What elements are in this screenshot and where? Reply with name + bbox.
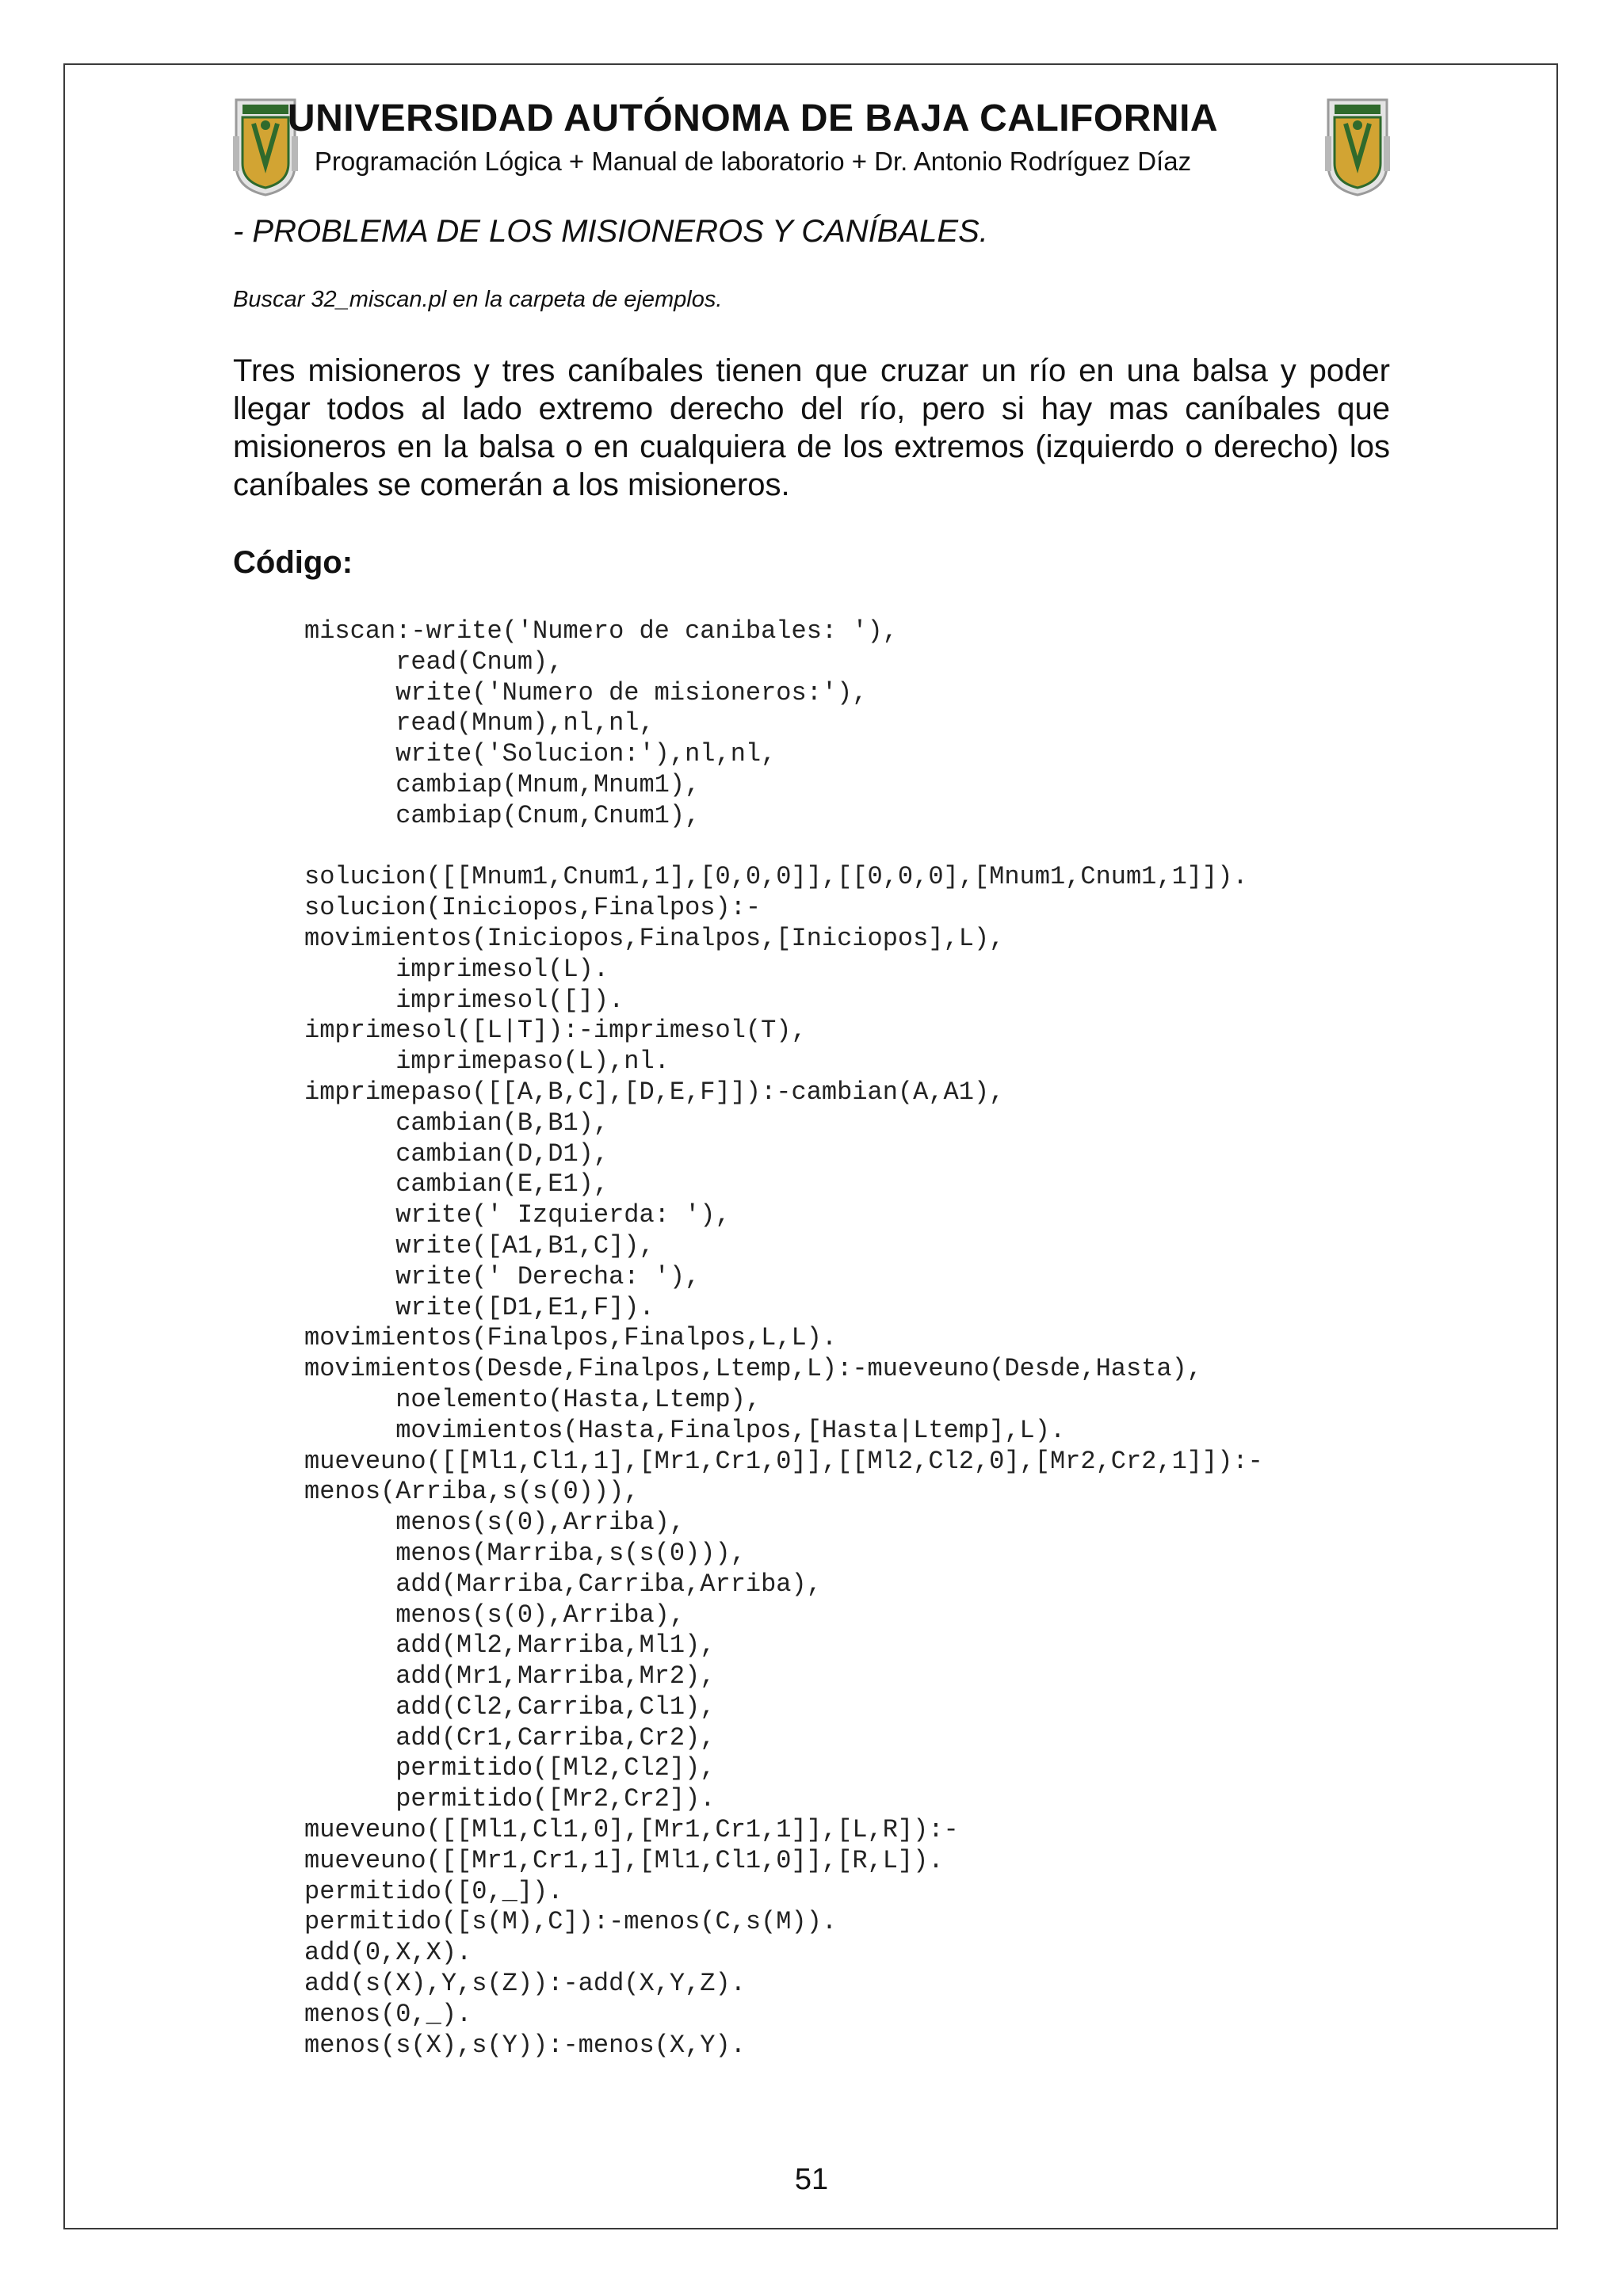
code-line: movimientos(Finalpos,Finalpos,L,L). xyxy=(304,1323,838,1353)
code-line: write(' Izquierda: '), xyxy=(304,1200,731,1230)
code-line: movimientos(Desde,Finalpos,Ltemp,L):-mueveuno(Desde,Hasta), xyxy=(304,1354,1202,1384)
example-file-note: Buscar 32_miscan.pl en la carpeta de ejemplos. xyxy=(233,287,723,312)
code-line: imprimepaso([[A,B,C],[D,E,F]]):-cambian(A,A1), xyxy=(304,1077,1005,1107)
code-line: add(Cl2,Carriba,Cl1), xyxy=(304,1691,716,1722)
code-line: menos(s(0),Arriba), xyxy=(304,1600,685,1630)
code-line: read(Mnum),nl,nl, xyxy=(304,708,655,738)
code-line: write([A1,B1,C]), xyxy=(304,1230,655,1261)
code-line: menos(s(0),Arriba), xyxy=(304,1508,685,1538)
code-line: permitido([Mr2,Cr2]). xyxy=(304,1784,716,1814)
code-line: cambian(D,D1), xyxy=(304,1138,609,1169)
code-line: add(Mr1,Marriba,Mr2), xyxy=(304,1661,716,1691)
code-line: imprimepaso(L),nl. xyxy=(304,1047,670,1077)
university-title: UNIVERSIDAD AUTÓNOMA DE BAJA CALIFORNIA xyxy=(287,97,1219,139)
section-title: - PROBLEMA DE LOS MISIONEROS Y CANÍBALES. xyxy=(233,214,988,249)
code-line: noelemento(Hasta,Ltemp), xyxy=(304,1384,762,1414)
code-line: miscan:-write('Numero de canibales: '), xyxy=(304,616,898,646)
code-line: write(' Derecha: '), xyxy=(304,1261,701,1291)
page-number: 51 xyxy=(794,2163,829,2196)
code-line: write('Numero de misioneros:'), xyxy=(304,677,868,707)
code-line: imprimesol([L|T]):-imprimesol(T), xyxy=(304,1016,807,1046)
code-line: cambian(B,B1), xyxy=(304,1108,609,1138)
code-line: add(0,X,X). xyxy=(304,1938,472,1968)
code-line: menos(0,_). xyxy=(304,1999,472,2029)
problem-description: Tres misioneros y tres caníbales tienen que cruzar un río en una balsa y poder llegar todos al lado extremo derecho del río, pero si hay mas caníbales que misioneros en la balsa o en cualquiera de los extremos (izquierdo o derecho) los caníbales se comerán a los misioneros. xyxy=(233,353,1390,502)
code-line: add(Cr1,Carriba,Cr2), xyxy=(304,1722,716,1753)
code-line: permitido([0,_]). xyxy=(304,1876,563,1906)
code-line: movimientos(Iniciopos,Finalpos,[Iniciopos],L), xyxy=(304,923,1005,953)
document-header xyxy=(230,93,1276,204)
code-line: add(Ml2,Marriba,Ml1), xyxy=(304,1630,716,1661)
code-line: menos(s(X),s(Y)):-menos(X,Y). xyxy=(304,2030,746,2060)
code-line: add(s(X),Y,s(Z)):-add(X,Y,Z). xyxy=(304,1969,746,1999)
code-line: solucion([[Mnum1,Cnum1,1],[0,0,0]],[[0,0,0],[Mnum1,Cnum1,1]]). xyxy=(304,862,1248,892)
code-heading: Código: xyxy=(233,545,353,580)
code-line: imprimesol(L). xyxy=(304,954,609,984)
code-line: permitido([s(M),C]):-menos(C,s(M)). xyxy=(304,1907,838,1937)
code-line: imprimesol([]). xyxy=(304,985,624,1015)
code-line: menos(Marriba,s(s(0))), xyxy=(304,1538,746,1568)
code-line: read(Cnum), xyxy=(304,646,563,677)
code-line: mueveuno([[Mr1,Cr1,1],[Ml1,Cl1,0]],[R,L]). xyxy=(304,1845,944,1875)
code-listing xyxy=(304,616,1493,2061)
code-line: mueveuno([[Ml1,Cl1,1],[Mr1,Cr1,0]],[[Ml2,Cl2,0],[Mr2,Cr2,1]]):- xyxy=(304,1446,1263,1476)
code-line: menos(Arriba,s(s(0))), xyxy=(304,1477,640,1507)
code-line xyxy=(304,832,1493,863)
code-line: cambiap(Cnum,Cnum1), xyxy=(304,800,701,830)
code-line: solucion(Iniciopos,Finalpos):- xyxy=(304,893,762,923)
university-crest-icon xyxy=(1322,92,1393,198)
code-line: cambiap(Mnum,Mnum1), xyxy=(304,769,701,799)
code-line: movimientos(Hasta,Finalpos,[Hasta|Ltemp],L). xyxy=(304,1415,1066,1445)
code-line: cambian(E,E1), xyxy=(304,1169,609,1199)
course-subtitle: Programación Lógica + Manual de laboratorio + Dr. Antonio Rodríguez Díaz xyxy=(314,147,1192,176)
code-line: permitido([Ml2,Cl2]), xyxy=(304,1753,716,1783)
code-line: write([D1,E1,F]). xyxy=(304,1292,655,1322)
code-line: write('Solucion:'),nl,nl, xyxy=(304,739,777,769)
code-line: mueveuno([[Ml1,Cl1,0],[Mr1,Cr1,1]],[L,R]):- xyxy=(304,1815,959,1845)
code-line: add(Marriba,Carriba,Arriba), xyxy=(304,1569,822,1599)
